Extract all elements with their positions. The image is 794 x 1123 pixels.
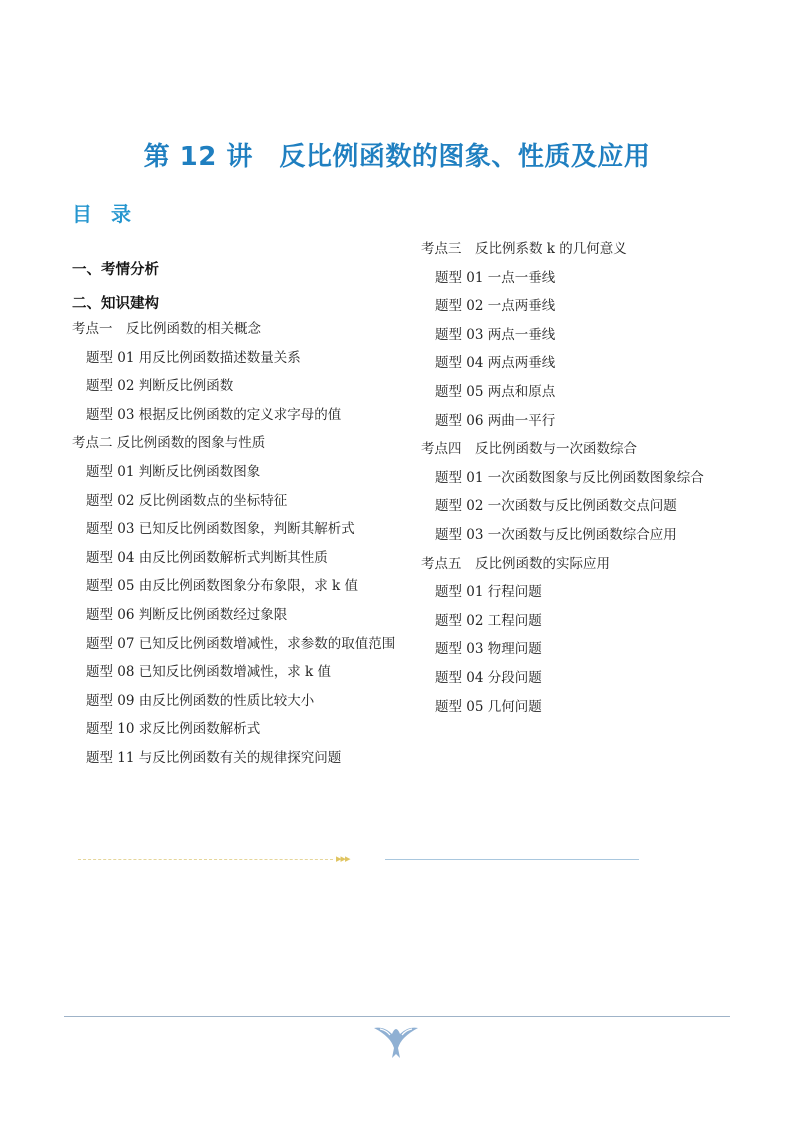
toc-tixing-entry[interactable]: 题型 06 判断反比例函数经过象限 [86, 606, 288, 623]
toc-kaodian-entry[interactable]: 考点五 反比例函数的实际应用 [421, 555, 610, 572]
toc-tixing-entry[interactable]: 题型 05 两点和原点 [435, 383, 556, 400]
separator-right-line [385, 859, 639, 860]
toc-tixing-entry[interactable]: 题型 02 工程问题 [435, 612, 542, 629]
toc-right-column [421, 235, 751, 721]
footer-line [64, 1016, 730, 1017]
toc-tixing-entry[interactable]: 题型 08 已知反比例函数增减性，求 k 值 [86, 664, 332, 681]
toc-tixing-entry[interactable]: 题型 03 物理问题 [435, 641, 542, 658]
toc-tixing-entry[interactable]: 题型 09 由反比例函数的性质比较大小 [86, 692, 315, 709]
toc-tixing-entry[interactable]: 题型 03 两点一垂线 [435, 326, 556, 343]
separator-left-line [78, 859, 333, 860]
toc-tixing-entry[interactable]: 题型 05 几何问题 [435, 698, 542, 715]
toc-tixing-entry[interactable]: 题型 02 判断反比例函数 [86, 378, 234, 395]
toc-section-knowledge[interactable]: 二、知识建构 [72, 296, 159, 312]
toc-tixing-entry[interactable]: 题型 01 用反比例函数描述数量关系 [86, 349, 301, 366]
toc-tixing-entry[interactable]: 题型 03 一次函数与反比例函数综合应用 [435, 526, 677, 543]
toc-section-analysis[interactable]: 一、考情分析 [72, 262, 159, 278]
toc-kaodian-entry[interactable]: 考点四 反比例函数与一次函数综合 [421, 441, 637, 458]
toc-tixing-entry[interactable]: 题型 01 一次函数图象与反比例函数图象综合 [435, 469, 704, 486]
toc-tixing-entry[interactable]: 题型 04 分段问题 [435, 669, 542, 686]
toc-tixing-entry[interactable]: 题型 10 求反比例函数解析式 [86, 721, 261, 738]
document-title: 第 12 讲 反比例函数的图象、性质及应用 [143, 142, 651, 172]
toc-kaodian-entry[interactable]: 考点三 反比例系数 k 的几何意义 [421, 241, 627, 257]
toc-tixing-entry[interactable]: 题型 01 一点一垂线 [435, 269, 556, 286]
toc-heading: 目 录 [72, 202, 137, 226]
toc-tixing-entry[interactable]: 题型 04 两点两垂线 [435, 355, 556, 372]
toc-kaodian-entry[interactable]: 考点一 反比例函数的相关概念 [72, 321, 261, 337]
toc-tixing-entry[interactable]: 题型 07 已知反比例函数增减性，求参数的取值范围 [86, 635, 396, 652]
toc-tixing-entry[interactable]: 题型 11 与反比例函数有关的规律探究问题 [86, 749, 342, 766]
toc-kaodian-entry[interactable]: 考点二 反比例函数的图象与性质 [72, 435, 266, 452]
toc-tixing-entry[interactable]: 题型 03 根据反比例函数的定义求字母的值 [86, 406, 342, 423]
toc-tixing-entry[interactable]: 题型 02 反比例函数点的坐标特征 [86, 492, 288, 509]
bird-logo-icon [370, 1022, 422, 1062]
toc-tixing-entry[interactable]: 题型 01 判断反比例函数图象 [86, 463, 261, 480]
toc-tixing-entry[interactable]: 题型 03 已知反比例函数图象，判断其解析式 [86, 521, 355, 538]
toc-tixing-entry[interactable]: 题型 01 行程问题 [435, 584, 542, 601]
toc-tixing-entry[interactable]: 题型 05 由反比例函数图象分布象限，求 k 值 [86, 578, 359, 595]
toc-tixing-entry[interactable]: 题型 02 一次函数与反比例函数交点问题 [435, 498, 677, 515]
toc-tixing-entry[interactable]: 题型 04 由反比例函数解析式判断其性质 [86, 549, 328, 566]
toc-tixing-entry[interactable]: 题型 06 两曲一平行 [435, 412, 556, 429]
separator-arrows-icon: ▸▸▸ [336, 852, 350, 865]
toc-left-column [72, 256, 402, 773]
toc-tixing-entry[interactable]: 题型 02 一点两垂线 [435, 298, 556, 315]
